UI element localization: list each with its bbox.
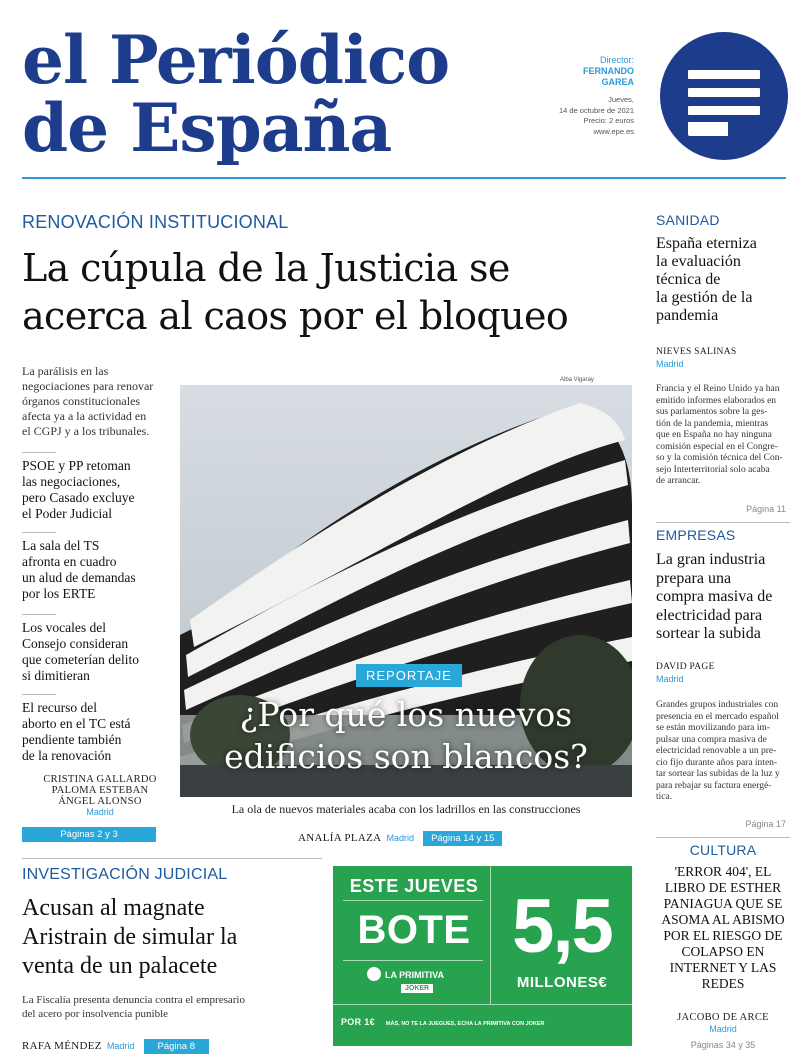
lead-summary-line: el CGPJ y a los tribunales. [22,424,150,438]
headline-line: PANIAGUA QUE SE [663,896,783,911]
lead-subhead-3[interactable] [22,620,178,684]
subhead-line: el Poder Judicial [22,506,112,521]
feature-title-line: edificios son blancos? [224,737,588,776]
primitiva-logo-icon [367,967,381,981]
subhead-divider [22,452,56,453]
headline-line: técnica de [656,271,721,288]
body-line: electricidad renovable a un pre- [656,746,777,756]
director-name-1: FERNANDO [583,66,634,76]
feature-byline [298,826,598,846]
cultura-city: Madrid [709,1024,737,1034]
body-line: se están movilizando para im- [656,723,770,733]
headline-line: venta de un palacete [22,953,218,979]
headline-line: pandemia [656,307,719,324]
lead-headline-line-1: La cúpula de la Justicia se [22,246,510,290]
ad-line-2: BOTE [357,908,471,952]
author-name: CRISTINA GALLARDO [43,774,157,785]
body-line: para rebajar su factura energé- [656,780,772,791]
cultura-author: JACOBO DE ARCE [677,1012,769,1023]
body-line: que en España no hay ninguna [656,430,772,440]
ad-footer [341,1010,624,1029]
headline-line: La gran industria [656,551,766,568]
lead-byline [22,774,178,817]
column-divider [656,837,790,838]
headline-line: INTERNET Y LAS [669,960,777,975]
ad-divider [490,866,491,1004]
page-pill[interactable]: Páginas 2 y 3 [22,827,156,842]
lead-headline-line-2: acerca al caos por el bloqueo [22,294,569,338]
empresas-city: Madrid [656,674,684,684]
feature-title-line: ¿Por qué los nuevos [239,695,573,734]
feature-label[interactable]: REPORTAJE [356,664,462,687]
headline-line: la evaluación [656,253,741,270]
summary-line: del acero por insolvencia punible [22,1007,169,1020]
lead-category[interactable]: RENOVACIÓN INSTITUCIONAL [22,212,289,232]
issue-price: Precio: 2 euros [583,116,634,125]
body-line: comisión especial en el Congre- [656,441,778,452]
sanidad-body [656,384,794,488]
page-pill[interactable]: Página 8 [144,1039,210,1054]
subhead-line: PSOE y PP retoman [22,458,131,473]
ad-rule [343,960,483,961]
subhead-line: Los vocales del [22,620,106,635]
lead-summary-line: afecta ya a la actividad en [22,409,147,423]
masthead-rule [22,177,786,179]
lead-summary-line: órganos constitucionales [22,394,141,408]
body-line: Grandes grupos industriales con [656,700,779,710]
body-line: Francia y el Reino Unido ya han [656,384,780,394]
issue-weekday: Jueves, [608,95,634,104]
subhead-line: pendiente también [22,732,122,747]
author-name: ÁNGEL ALONSO [58,796,142,807]
author-name: ANALÍA PLAZA [298,832,382,844]
author-name: RAFA MÉNDEZ [22,1040,102,1052]
sanidad-category[interactable]: SANIDAD [656,212,720,228]
empresas-category[interactable]: EMPRESAS [656,527,736,543]
subhead-line: aborto en el TC está [22,716,131,731]
body-line: sejo Interterritorial solo acaba [656,464,770,475]
author-name: PALOMA ESTEBAN [51,785,149,796]
body-line: tar sortear las subidas de la luz y [656,769,780,779]
body-line: cio fijo durante años para inten- [656,757,778,768]
subhead-line: si dimitieran [22,668,90,683]
subhead-divider [22,694,56,695]
headline-line: 'ERROR 404', EL [674,864,772,879]
sanidad-headline[interactable] [656,235,794,325]
subhead-line: pero Casado excluye [22,490,135,505]
headline-line: sortear la subida [656,625,761,642]
cultura-category[interactable]: CULTURA [689,842,757,858]
empresas-page-ref[interactable]: Página 17 [745,819,786,829]
headline-line: POR EL RIESGO DE [663,928,783,943]
subhead-line: La sala del TS [22,538,100,553]
masthead-line-2: de España [22,89,392,167]
headline-line: la gestión de la [656,289,753,306]
lead-summary [22,364,178,439]
subhead-line: un alud de demandas [22,570,136,585]
lead-subhead-4[interactable] [22,700,178,764]
headline-line: Acusan al magnate [22,895,205,921]
empresas-body [656,700,794,804]
sanidad-author: NIEVES SALINAS [656,347,737,357]
body-line: emitido informes elaborados en [656,395,777,406]
subhead-divider [22,614,56,615]
ad-amount: 5,5 [512,884,612,969]
headline-line: COLAPSO EN [681,944,765,959]
ad-joker: JOKER [401,984,433,993]
subhead-line: afronta en cuadro [22,554,117,569]
headline-line: electricidad para [656,606,763,624]
body-line: presencia en el mercado español [656,711,779,722]
page-pill[interactable]: Página 14 y 15 [423,831,502,846]
body-line: sus parlamentos sobre la ges- [656,407,768,417]
body-line: tión de la pandemia, mientras [656,418,769,429]
ad-line-1: ESTE JUEVES [349,876,479,896]
author-city: Madrid [106,1041,135,1051]
ad-rule [333,1004,632,1005]
cultura-page-ref[interactable]: Páginas 34 y 35 [690,1040,756,1050]
body-line: pulsar una compra masiva de [656,734,767,745]
masthead-logo[interactable] [22,21,542,167]
ad-unit: MILLONES€ [516,974,608,991]
issue-meta [542,95,634,137]
brand-logo-icon[interactable] [660,32,788,160]
director-name-2: GAREA [601,77,634,87]
photo-credit: Alba Vigaray [560,377,594,383]
subhead-line: por los ERTE [22,586,96,601]
lead-subhead-1[interactable] [22,458,178,522]
author-city: Madrid [86,807,114,817]
subhead-divider [22,532,56,533]
sanidad-page-ref[interactable]: Página 11 [746,504,786,514]
subhead-line: las negociaciones, [22,474,121,489]
feature-caption: La ola de nuevos materiales acaba con los ladrillos en las construcciones [231,802,581,816]
feature-title[interactable] [190,694,622,778]
subhead-line: que cometerían delito [22,652,139,667]
headline-line: compra masiva de [656,588,773,605]
lead-headline[interactable] [22,244,642,340]
masthead-line-1: el Periódico [22,21,450,99]
subhead-line: de la renovación [22,748,112,763]
judicial-category[interactable]: INVESTIGACIÓN JUDICIAL [22,866,228,883]
headline-line: España eterniza [656,235,757,252]
ad-game: LA PRIMITIVA [385,970,444,980]
sanidad-city: Madrid [656,359,684,369]
headline-line: prepara una [656,569,732,587]
section-divider [22,858,322,859]
headline-line: LIBRO DE ESTHER [664,880,782,895]
issue-web[interactable]: www.epe.es [593,126,634,136]
headline-line: ASOMA AL ABISMO [661,912,785,927]
judicial-headline[interactable] [22,894,322,981]
body-line: so y la comisión técnica del Con- [656,453,783,463]
lead-summary-line: La parálisis en las [22,364,109,378]
subhead-line: Consejo consideran [22,636,129,651]
ad-footer-price: POR 1€ [341,1017,375,1027]
lead-page-ref[interactable] [22,827,156,842]
summary-line: La Fiscalía presenta denuncia contra el empresario [22,994,245,1006]
empresas-author: DAVID PAGE [656,662,715,672]
lead-summary-line: negociaciones para renovar [22,379,154,393]
body-line: tica. [656,792,673,802]
judicial-byline [22,1034,209,1054]
ad-footer-text: MÁS, NO TE LA JUEGUES, ECHA LA PRIMITIVA CON JOKER [385,1021,545,1027]
lottery-ad[interactable] [333,866,632,1046]
empresas-headline[interactable] [656,551,794,644]
body-line: de arrancar. [656,476,701,486]
author-city: Madrid [386,833,414,843]
ad-rule [343,900,483,901]
director-info [552,55,634,88]
subhead-line: El recurso del [22,700,97,715]
headline-line: Aristrain de simular la [22,924,238,950]
column-divider [656,522,790,523]
judicial-summary [22,994,322,1021]
lead-subhead-2[interactable] [22,538,178,602]
director-label: Director: [599,55,634,65]
issue-date: 14 de octubre de 2021 [558,105,634,115]
cultura-headline[interactable] [650,864,796,992]
headline-line: REDES [701,976,745,991]
